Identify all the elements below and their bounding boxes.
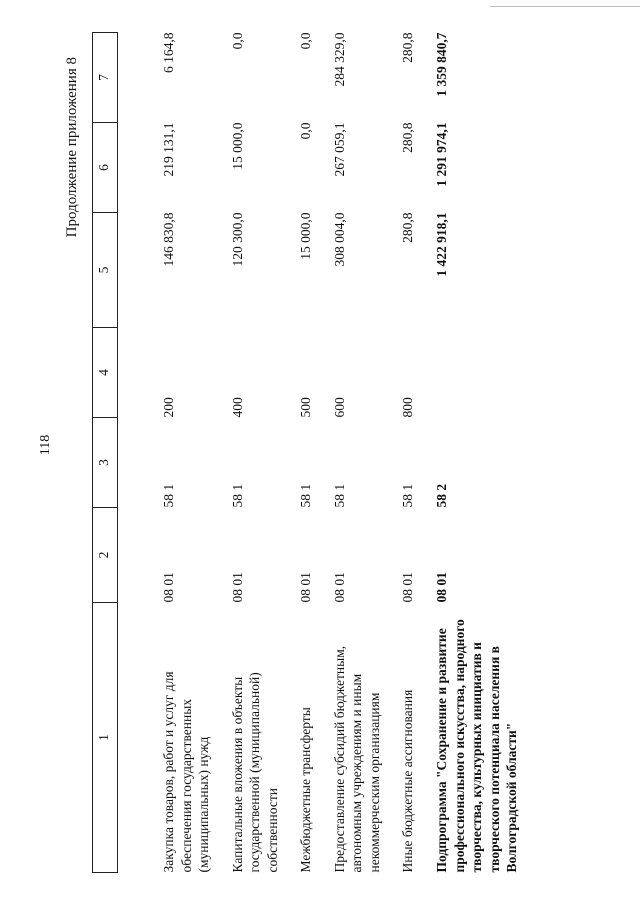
column-header: 5: [93, 213, 118, 328]
column-header: 7: [93, 33, 118, 123]
subprogram-row: [427, 33, 531, 873]
row-value-7: 284 329,0: [331, 32, 347, 87]
row-program: 58 1: [400, 483, 416, 508]
table-row: [154, 33, 223, 873]
row-value-7: 6 164,8: [161, 32, 176, 73]
row-value-6: 15 000,0: [229, 122, 245, 170]
row-value-6: 280,8: [400, 122, 416, 153]
row-name: Капитальные вложения в объекты государственной (муниципальной) собственности: [229, 672, 280, 873]
row-value-5: 15 000,0: [298, 212, 314, 260]
table-row: [291, 33, 325, 873]
column-header: 6: [93, 123, 118, 213]
row-section: 08 01: [331, 572, 347, 603]
row-name: Иные бюджетные ассигнования: [400, 689, 416, 873]
row-type: 200: [161, 397, 176, 418]
row-name: Предоставление субсидий бюджетным, автономным учреждениям и иным некоммерческим организациям: [331, 645, 382, 873]
row-section: 08 01: [434, 572, 450, 603]
row-value-6: 1 291 974,1: [434, 122, 450, 187]
row-value-5: 1 422 918,1: [434, 212, 450, 277]
row-value-5: 280,8: [400, 212, 416, 243]
row-type: 500: [298, 397, 314, 418]
row-name: Закупка товаров, работ и услуг для обеспечения государственных (муниципальных) нужд: [161, 671, 212, 873]
row-value-6: 0,0: [298, 122, 314, 140]
row-type: 800: [400, 397, 416, 418]
row-section: 08 01: [400, 572, 416, 603]
row-type: 600: [331, 397, 347, 418]
row-value-5: 308 004,0: [331, 212, 347, 267]
row-value-7: 0,0: [298, 32, 314, 50]
row-value-6: 219 131,1: [161, 122, 176, 177]
row-name: Межбюджетные трансферты: [298, 707, 314, 873]
table-row: [325, 33, 394, 873]
row-program: 58 2: [434, 483, 450, 508]
page-number: 118: [38, 434, 53, 456]
budget-table: [92, 32, 531, 873]
row-value-7: 0,0: [229, 32, 245, 50]
row-name: Подпрограмма "Сохранение и развитие профессионального искусства, народного творчества, культурных инициатив и творческого потенциала населения в Волгоградской области": [434, 619, 520, 873]
row-value-7: 280,8: [400, 32, 416, 63]
row-type: 400: [229, 397, 245, 418]
row-type: [427, 328, 531, 418]
row-program: 58 1: [298, 483, 314, 508]
table-header-row: [93, 33, 118, 873]
row-section: 08 01: [161, 572, 176, 603]
row-program: 58 1: [229, 483, 245, 508]
row-section: 08 01: [229, 572, 245, 603]
table-row: [223, 33, 292, 873]
row-value-6: 267 059,1: [331, 122, 347, 177]
row-value-5: 146 830,8: [161, 212, 176, 267]
row-program: 58 1: [331, 483, 347, 508]
column-header: 1: [93, 603, 118, 873]
column-header: 2: [93, 508, 118, 603]
row-value-7: 1 359 840,7: [434, 32, 450, 97]
column-header: 3: [93, 418, 118, 508]
table-row: [393, 33, 427, 873]
row-section: 08 01: [298, 572, 314, 603]
continuation-label: Продолжение приложения 8: [64, 57, 80, 238]
row-program: 58 1: [161, 483, 176, 508]
column-header: 4: [93, 328, 118, 418]
row-value-5: 120 300,0: [229, 212, 245, 267]
